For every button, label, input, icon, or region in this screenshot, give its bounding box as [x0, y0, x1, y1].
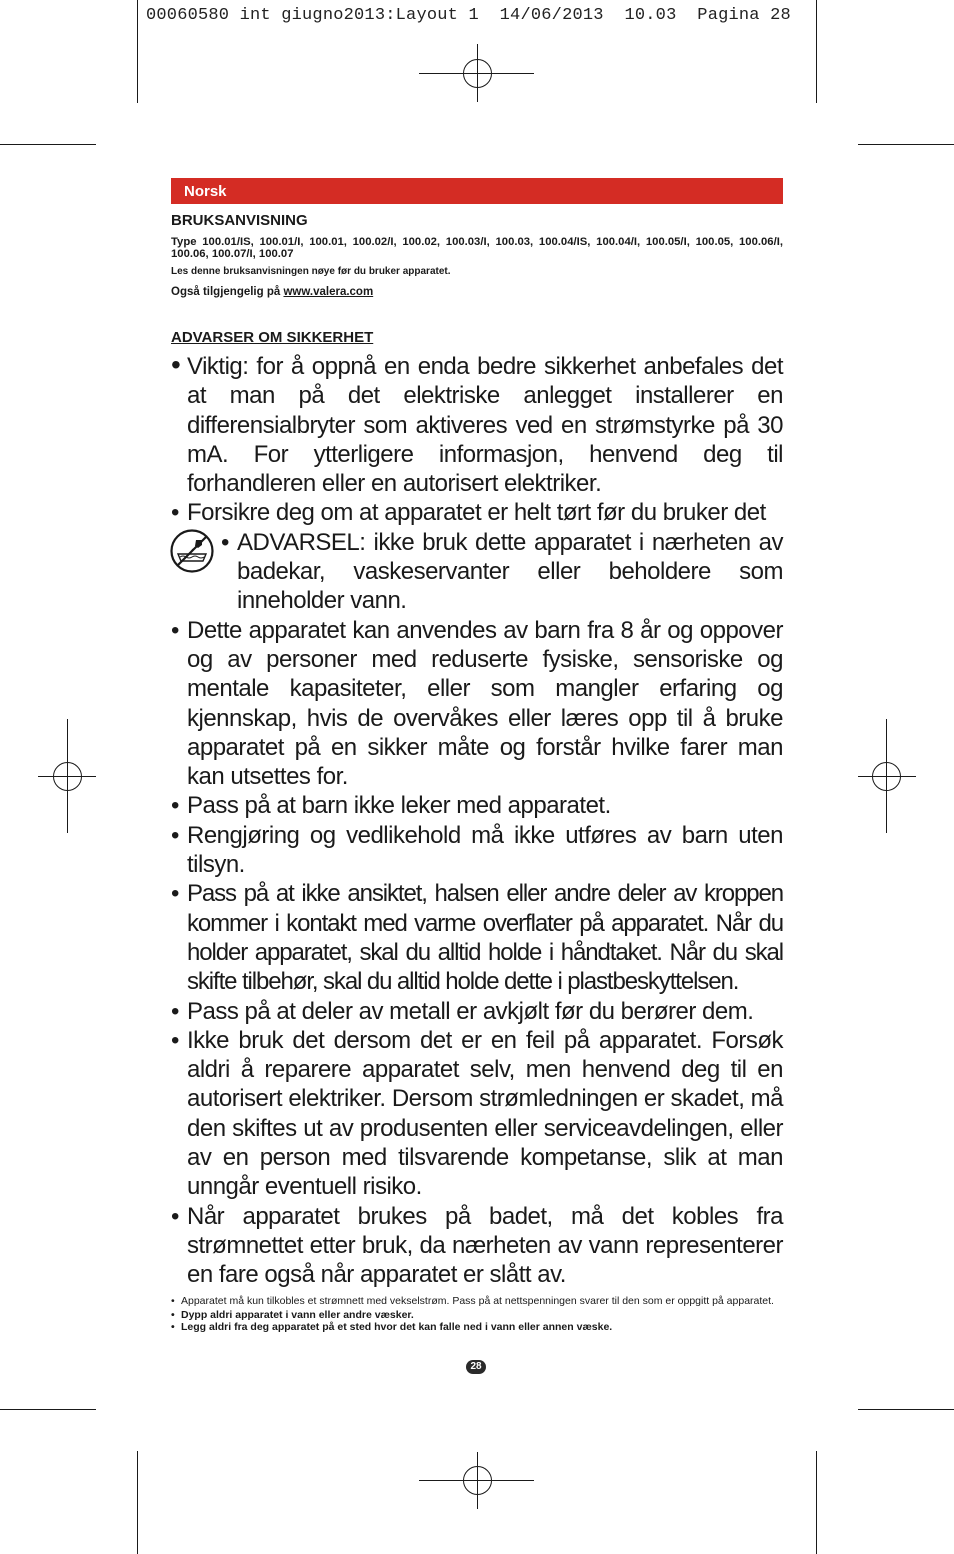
printer-slug: 00060580 int giugno2013:Layout 1 14/06/2013 10.03 Pagina 28 [146, 6, 791, 25]
warning-item [171, 616, 783, 792]
safety-heading: ADVARSER OM SIKKERHET [171, 329, 374, 346]
bullet: • [171, 880, 179, 908]
warning-text: Pass på at ikke ansiktet, halsen eller andre deler av kroppen kommer i kontakt med varme overflater på apparatet. Når du holder apparatet, skal du alltid holde i håndtaket. Når du skal skifte tilbehør, skal du alltid holde dette i plastbeskyttelsen. [187, 880, 783, 996]
read-note: Les denne bruksanvisningen nøye før du bruker apparatet. [171, 266, 451, 277]
no-water-bath-icon [169, 528, 215, 574]
footnote-text: Legg aldri fra deg apparatet på et sted hvor det kan falle ned i vann eller annen væske. [181, 1321, 613, 1334]
bullet: • [171, 792, 179, 820]
bullet: • [171, 349, 181, 380]
footnote-text: Apparatet må kun tilkobles et strømnett med vekselstrøm. Pass på at nettspenningen svarer til den som er oppgitt på apparatet. [181, 1295, 774, 1307]
warning-item [171, 349, 783, 498]
warning-item [171, 1202, 783, 1290]
footnotes [171, 1295, 783, 1334]
bullet: • [171, 1295, 175, 1307]
bullet: • [171, 997, 179, 1025]
bullet: • [171, 1202, 179, 1230]
bullet: • [221, 528, 229, 556]
bullet: • [171, 821, 179, 849]
warning-text: Pass på at deler av metall er avkjølt før du berører dem. [187, 997, 754, 1025]
warning-text: Når apparatet brukes på badet, må det kobles fra strømnettet etter bruk, da nærheten av vann representerer en fare også når apparatet er slått av. [187, 1202, 783, 1289]
footnote-item [171, 1295, 783, 1307]
warning-item [171, 997, 783, 1026]
bullet: • [171, 499, 179, 527]
footnote-item [171, 1321, 783, 1333]
bullet: • [171, 1321, 175, 1334]
warning-item [171, 821, 783, 880]
safety-warnings-list [171, 349, 783, 1290]
warning-text: Viktig: for å oppnå en enda bedre sikkerhet anbefales det at man på det elektriske anlegget installerer en differensialbryter som aktiveres ved en strømstyrke på 30 mA. For ytterligere informasjon, henvend deg til forhandleren eller en autorisert elektriker. [187, 353, 783, 498]
warning-text: Forsikre deg om at apparatet er helt tørt før du bruker det [187, 499, 766, 527]
warning-text: Pass på at barn ikke leker med apparatet. [187, 792, 611, 820]
bullet: • [171, 616, 179, 644]
footnote-text: Dypp aldri apparatet i vann eller andre væsker. [181, 1309, 414, 1322]
bullet: • [171, 1026, 179, 1054]
warning-item [171, 791, 783, 820]
website-link[interactable]: www.valera.com [283, 286, 374, 298]
language-bar [171, 178, 783, 204]
warning-item [171, 528, 783, 616]
also-available-prefix: Også tilgjengelig på [171, 286, 281, 298]
bullet: • [171, 1309, 175, 1322]
page-number: 28 [466, 1360, 486, 1374]
model-types: Type 100.01/IS, 100.01/I, 100.01, 100.02/I, 100.02, 100.03/I, 100.03, 100.04/IS, 100.04/I, 100.05/I, 100.05, 100.06/I, 100.06, 100.07/I, 100.07 [171, 236, 783, 260]
manual-title: BRUKSANVISNING [171, 212, 308, 229]
footnote-item [171, 1309, 783, 1321]
also-available [171, 286, 373, 298]
language-label: Norsk [184, 183, 227, 200]
warning-item [171, 879, 783, 996]
warning-text: ADVARSEL: ikke bruk dette apparatet i nærheten av badekar, vaskeservanter eller beholdere som inneholder vann. [237, 528, 783, 615]
warning-item [171, 498, 783, 527]
warning-text: Ikke bruk det dersom det er en feil på apparatet. Forsøk aldri å reparere apparatet selv, men henvend deg til en autorisert elektriker. Dersom strømledningen er skadet, må den skiftes ut av produsenten eller serviceavdelingen, eller av en person med tilsvarende kompetanse, slik at man unngår eventuell risiko. [187, 1026, 783, 1201]
warning-text: Rengjøring og vedlikehold må ikke utføres av barn uten tilsyn. [187, 821, 783, 879]
warning-text: Dette apparatet kan anvendes av barn fra 8 år og oppover og av personer med reduserte fysiske, sensoriske og mentale kapasiteter, eller som mangler erfaring og kjennskap, hvis de overvåkes eller læres opp til å bruke apparatet på en sikker måte og forstår hvilke farer man kan utsettes for. [187, 616, 783, 791]
warning-item [171, 1026, 783, 1202]
